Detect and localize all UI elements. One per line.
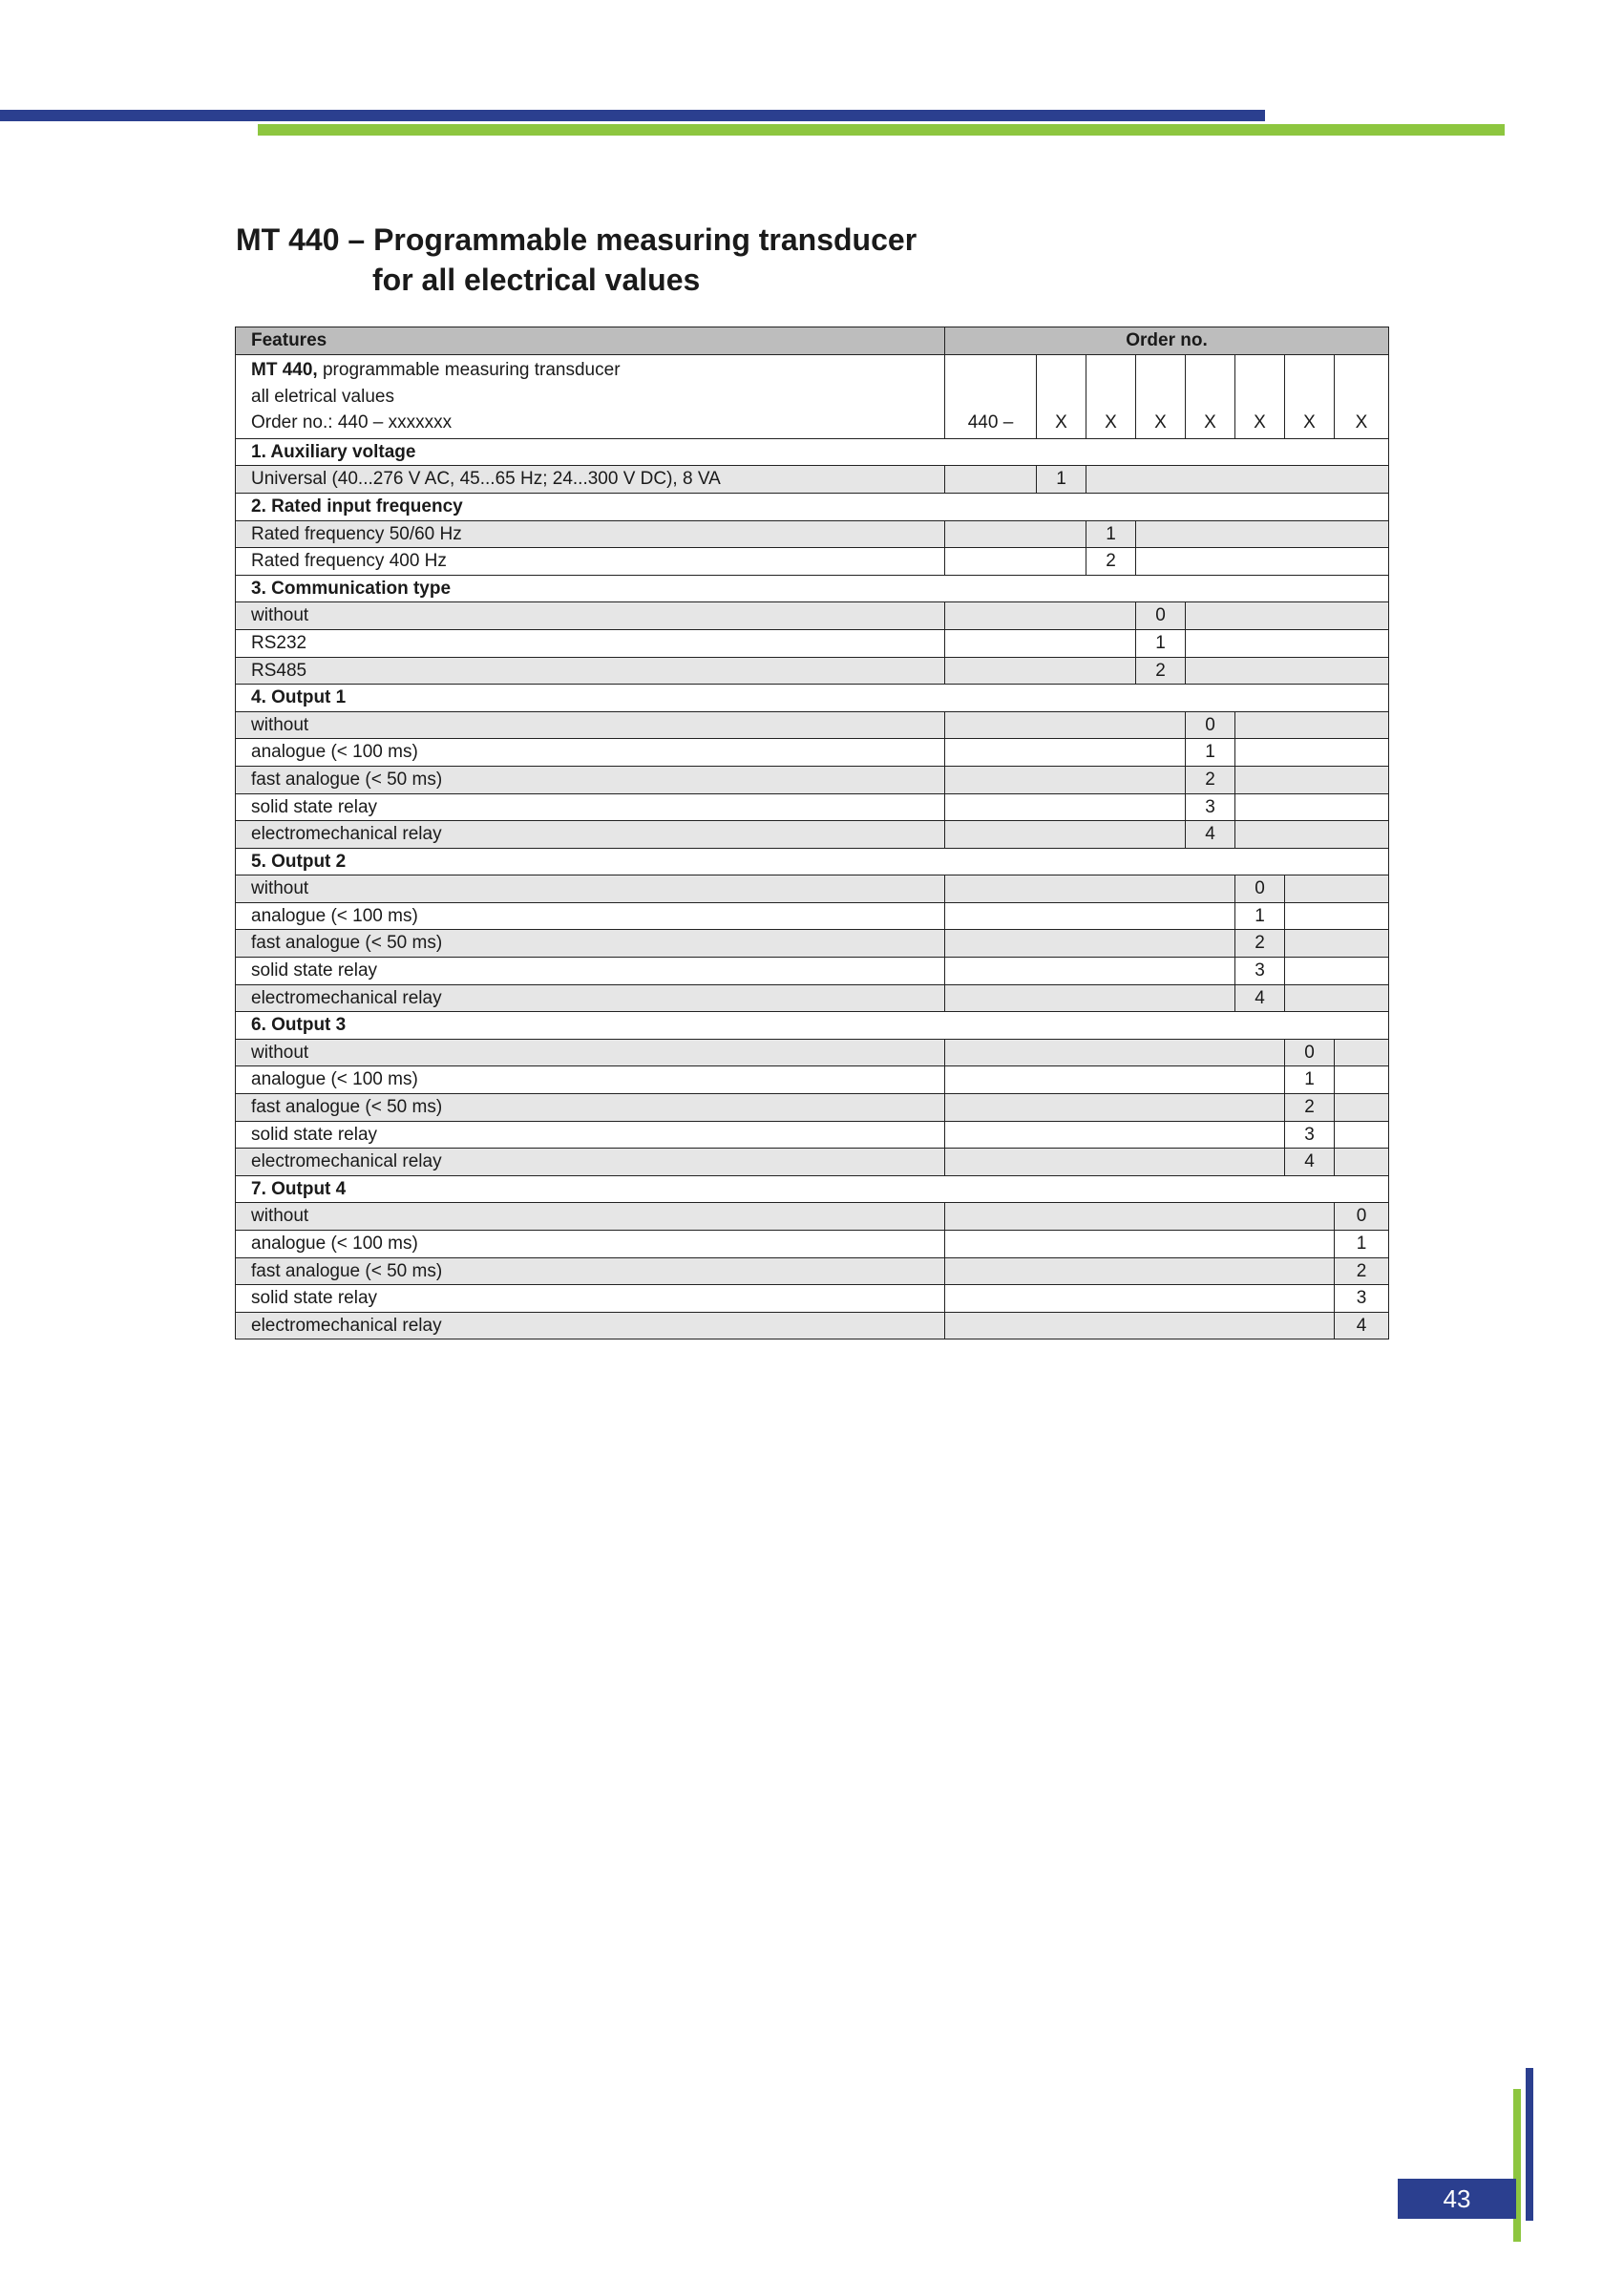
order-code-table (235, 327, 1389, 1339)
option-code: 4 (1335, 1312, 1389, 1339)
option-row (236, 1039, 1389, 1066)
option-row (236, 1149, 1389, 1176)
option-spacer-left (945, 1094, 1285, 1122)
option-spacer-left (945, 1066, 1285, 1094)
option-spacer-right (1136, 548, 1389, 576)
option-row (236, 930, 1389, 958)
option-label: electromechanical relay (236, 821, 945, 849)
option-spacer-left (945, 1121, 1285, 1149)
option-spacer-left (945, 875, 1235, 903)
section-title: 7. Output 4 (236, 1175, 1389, 1203)
option-spacer-right (1235, 739, 1389, 767)
option-code: 1 (1335, 1231, 1389, 1258)
option-code: 3 (1335, 1285, 1389, 1313)
option-label: solid state relay (236, 793, 945, 821)
features-header: Features (236, 327, 945, 355)
section-header-row (236, 685, 1389, 712)
option-spacer-right (1335, 1039, 1389, 1066)
section-title: 6. Output 3 (236, 1012, 1389, 1040)
order-slot-4: X (1186, 355, 1235, 439)
option-code: 4 (1235, 984, 1285, 1012)
option-row (236, 1203, 1389, 1231)
intro-description (236, 355, 945, 439)
option-spacer-right (1335, 1066, 1389, 1094)
option-spacer-right (1285, 930, 1389, 958)
page-title-line-1: MT 440 – Programmable measuring transducer (236, 222, 917, 257)
option-row (236, 1066, 1389, 1094)
option-spacer-right (1235, 821, 1389, 849)
option-label: solid state relay (236, 1285, 945, 1313)
section-header-row (236, 438, 1389, 466)
option-spacer-right (1186, 629, 1389, 657)
option-row (236, 1257, 1389, 1285)
order-slot-5: X (1235, 355, 1285, 439)
option-row (236, 984, 1389, 1012)
option-spacer-right (1285, 902, 1389, 930)
option-spacer-right (1136, 520, 1389, 548)
option-row (236, 602, 1389, 630)
option-row (236, 520, 1389, 548)
page-title (236, 220, 917, 300)
option-spacer-left (945, 930, 1235, 958)
option-code: 0 (1235, 875, 1285, 903)
option-code: 0 (1335, 1203, 1389, 1231)
section-title: 4. Output 1 (236, 685, 1389, 712)
corner-green-bar (1513, 2089, 1521, 2242)
option-spacer-left (945, 1149, 1285, 1176)
option-code: 2 (1285, 1094, 1335, 1122)
order-slot-3: X (1136, 355, 1186, 439)
product-name: MT 440, (251, 360, 318, 380)
option-row (236, 793, 1389, 821)
option-code: 0 (1186, 711, 1235, 739)
option-spacer-left (945, 657, 1136, 685)
page-number: 43 (1398, 2179, 1516, 2219)
option-spacer-right (1285, 958, 1389, 985)
option-code: 2 (1335, 1257, 1389, 1285)
option-spacer-right (1235, 766, 1389, 793)
option-code: 3 (1285, 1121, 1335, 1149)
option-spacer-left (945, 520, 1086, 548)
top-green-bar (258, 124, 1505, 136)
option-code: 2 (1086, 548, 1136, 576)
option-spacer-right (1186, 657, 1389, 685)
option-spacer-right (1086, 466, 1389, 494)
order-code-table-body (236, 327, 1389, 1339)
page-title-line-2: for all electrical values (372, 263, 701, 297)
option-spacer-left (945, 1231, 1335, 1258)
option-label: without (236, 1039, 945, 1066)
option-code: 0 (1285, 1039, 1335, 1066)
option-spacer-left (945, 1312, 1335, 1339)
option-row (236, 1121, 1389, 1149)
option-code: 4 (1186, 821, 1235, 849)
option-label: Universal (40...276 V AC, 45...65 Hz; 24...300 V DC), 8 VA (236, 466, 945, 494)
option-label: fast analogue (< 50 ms) (236, 1257, 945, 1285)
option-spacer-right (1235, 711, 1389, 739)
option-label: electromechanical relay (236, 984, 945, 1012)
option-spacer-left (945, 793, 1186, 821)
order-slot-7: X (1335, 355, 1389, 439)
corner-blue-bar (1526, 2068, 1533, 2221)
order-slot-1: X (1037, 355, 1086, 439)
section-header-row (236, 848, 1389, 875)
option-code: 3 (1186, 793, 1235, 821)
order-slot-6: X (1285, 355, 1335, 439)
option-row (236, 1312, 1389, 1339)
option-label: Rated frequency 400 Hz (236, 548, 945, 576)
option-spacer-left (945, 958, 1235, 985)
option-label: RS485 (236, 657, 945, 685)
option-code: 3 (1235, 958, 1285, 985)
option-code: 2 (1186, 766, 1235, 793)
option-spacer-left (945, 766, 1186, 793)
option-spacer-left (945, 602, 1136, 630)
option-row (236, 711, 1389, 739)
option-spacer-left (945, 1203, 1335, 1231)
option-spacer-left (945, 548, 1086, 576)
option-row (236, 1231, 1389, 1258)
option-row (236, 1094, 1389, 1122)
option-spacer-right (1335, 1121, 1389, 1149)
option-label: electromechanical relay (236, 1149, 945, 1176)
option-label: without (236, 711, 945, 739)
option-spacer-right (1186, 602, 1389, 630)
order-prefix: 440 – (945, 355, 1037, 439)
option-label: fast analogue (< 50 ms) (236, 1094, 945, 1122)
option-spacer-left (945, 1039, 1285, 1066)
option-row (236, 657, 1389, 685)
order-no-header: Order no. (945, 327, 1389, 355)
option-code: 4 (1285, 1149, 1335, 1176)
section-header-row (236, 1012, 1389, 1040)
option-spacer-right (1335, 1094, 1389, 1122)
option-row (236, 739, 1389, 767)
section-title: 3. Communication type (236, 575, 1389, 602)
section-header-row (236, 493, 1389, 520)
option-spacer-left (945, 1257, 1335, 1285)
option-label: analogue (< 100 ms) (236, 1066, 945, 1094)
option-label: analogue (< 100 ms) (236, 902, 945, 930)
option-label: analogue (< 100 ms) (236, 1231, 945, 1258)
option-code: 1 (1037, 466, 1086, 494)
option-label: solid state relay (236, 1121, 945, 1149)
option-spacer-right (1235, 793, 1389, 821)
section-title: 5. Output 2 (236, 848, 1389, 875)
option-label: RS232 (236, 629, 945, 657)
option-code: 1 (1186, 739, 1235, 767)
option-row (236, 766, 1389, 793)
option-label: without (236, 1203, 945, 1231)
option-label: solid state relay (236, 958, 945, 985)
option-code: 2 (1235, 930, 1285, 958)
intro-line-2: all eletrical values (251, 386, 394, 407)
option-row (236, 958, 1389, 985)
option-spacer-left (945, 629, 1136, 657)
option-row (236, 821, 1389, 849)
option-spacer-left (945, 711, 1186, 739)
table-header-row (236, 327, 1389, 355)
option-row (236, 548, 1389, 576)
section-header-row (236, 575, 1389, 602)
option-row (236, 902, 1389, 930)
option-label: Rated frequency 50/60 Hz (236, 520, 945, 548)
option-row (236, 629, 1389, 657)
order-slot-2: X (1086, 355, 1136, 439)
option-spacer-right (1285, 875, 1389, 903)
product-description: programmable measuring transducer (317, 360, 621, 380)
option-row (236, 875, 1389, 903)
section-header-row (236, 1175, 1389, 1203)
option-code: 1 (1136, 629, 1186, 657)
option-code: 1 (1235, 902, 1285, 930)
intro-line-1 (251, 357, 939, 384)
option-spacer-left (945, 984, 1235, 1012)
intro-row (236, 355, 1389, 439)
option-row (236, 1285, 1389, 1313)
option-label: fast analogue (< 50 ms) (236, 930, 945, 958)
option-spacer-left (945, 1285, 1335, 1313)
option-spacer-left (945, 821, 1186, 849)
section-title: 2. Rated input frequency (236, 493, 1389, 520)
option-label: electromechanical relay (236, 1312, 945, 1339)
option-code: 0 (1136, 602, 1186, 630)
option-spacer-right (1335, 1149, 1389, 1176)
intro-line-3: Order no.: 440 – xxxxxxx (251, 412, 453, 433)
section-title: 1. Auxiliary voltage (236, 438, 1389, 466)
option-code: 1 (1285, 1066, 1335, 1094)
option-label: without (236, 602, 945, 630)
option-code: 2 (1136, 657, 1186, 685)
option-row (236, 466, 1389, 494)
top-blue-bar (0, 110, 1265, 121)
option-spacer-left (945, 466, 1037, 494)
option-code: 1 (1086, 520, 1136, 548)
option-label: without (236, 875, 945, 903)
option-label: analogue (< 100 ms) (236, 739, 945, 767)
option-spacer-left (945, 902, 1235, 930)
option-spacer-right (1285, 984, 1389, 1012)
option-label: fast analogue (< 50 ms) (236, 766, 945, 793)
option-spacer-left (945, 739, 1186, 767)
